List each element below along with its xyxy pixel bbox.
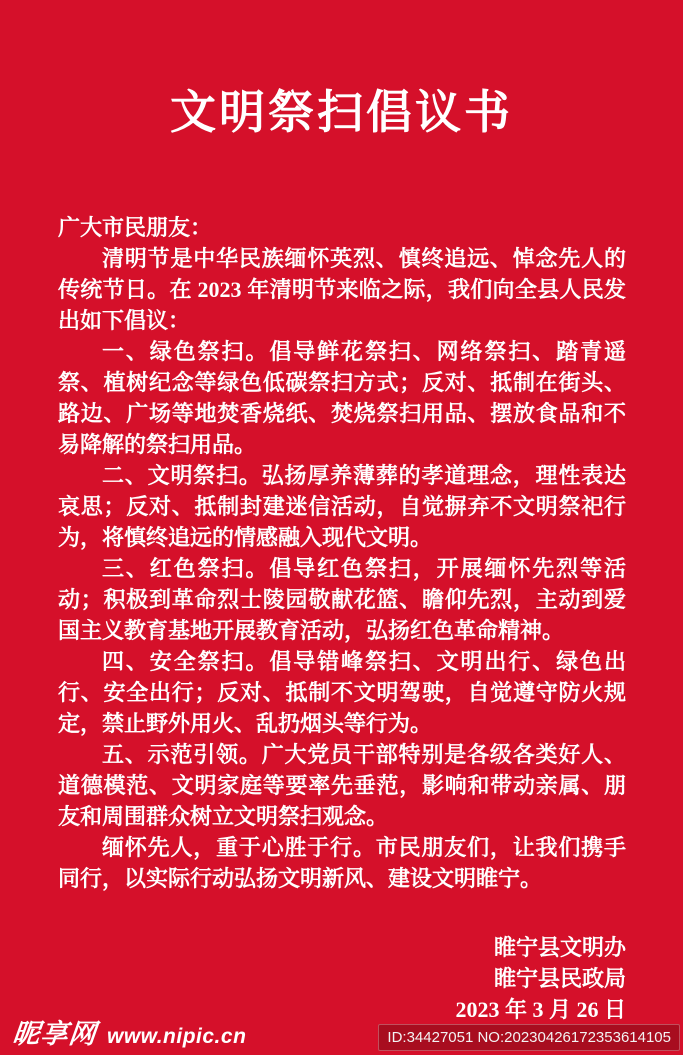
site-url-text: www.nipic.cn bbox=[107, 1024, 247, 1048]
proposal-body bbox=[0, 170, 683, 894]
item-3-red-paragraph: 三、红色祭扫。倡导红色祭扫，开展缅怀先烈等活动；积极到革命烈士陵园敬献花篮、瞻仰先烈，主动到爱国主义教育基地开展教育活动，弘扬红色革命精神。 bbox=[58, 555, 626, 643]
page-title: 文明祭扫倡议书 bbox=[170, 86, 513, 138]
nipic-logo: 昵享网 bbox=[11, 1018, 99, 1049]
item-5-exemplary-paragraph: 五、示范引领。广大党员干部特别是各级各类好人、道德模范、文明家庭等要率先垂范，影响和带动亲属、朋友和周围群众树立文明祭扫观念。 bbox=[58, 741, 626, 829]
image-id-badge: ID:34427051 NO:20230426172353614105 bbox=[378, 1024, 680, 1051]
item-2-civilized-paragraph: 二、文明祭扫。弘扬厚养薄葬的孝道理念，理性表达哀思；反对、抵制封建迷信活动，自觉摒弃不文明祭祀行为，将慎终追远的情感融入现代文明。 bbox=[58, 462, 626, 550]
item-1-green-paragraph: 一、绿色祭扫。倡导鲜花祭扫、网络祭扫、踏青遥祭、植树纪念等绿色低碳祭扫方式；反对、抵制在街头、路边、广场等地焚香烧纸、焚烧祭扫用品、摆放食品和不易降解的祭扫用品。 bbox=[58, 338, 626, 457]
signature-org-1: 睢宁县文明办 bbox=[493, 934, 626, 960]
signature-date: 2023 年 3 月 26 日 bbox=[455, 996, 626, 1022]
site-watermark bbox=[13, 1012, 246, 1051]
intro-paragraph: 清明节是中华民族缅怀英烈、慎终追远、悼念先人的传统节日。在 2023 年清明节来临之际，我们向全县人民发出如下倡议： bbox=[58, 245, 626, 333]
item-4-safety-paragraph: 四、安全祭扫。倡导错峰祭扫、文明出行、绿色出行、安全出行；反对、抵制不文明驾驶，自觉遵守防火规定，禁止野外用火、乱扔烟头等行为。 bbox=[58, 648, 626, 736]
salutation-line: 广大市民朋友： bbox=[58, 214, 213, 240]
proposal-poster bbox=[0, 31, 683, 1055]
closing-paragraph: 缅怀先人，重于心胜于行。市民朋友们，让我们携手同行，以实际行动弘扬文明新风、建设文明睢宁。 bbox=[58, 834, 626, 891]
signature-org-2: 睢宁县民政局 bbox=[493, 965, 626, 991]
signature-block bbox=[0, 932, 683, 1025]
